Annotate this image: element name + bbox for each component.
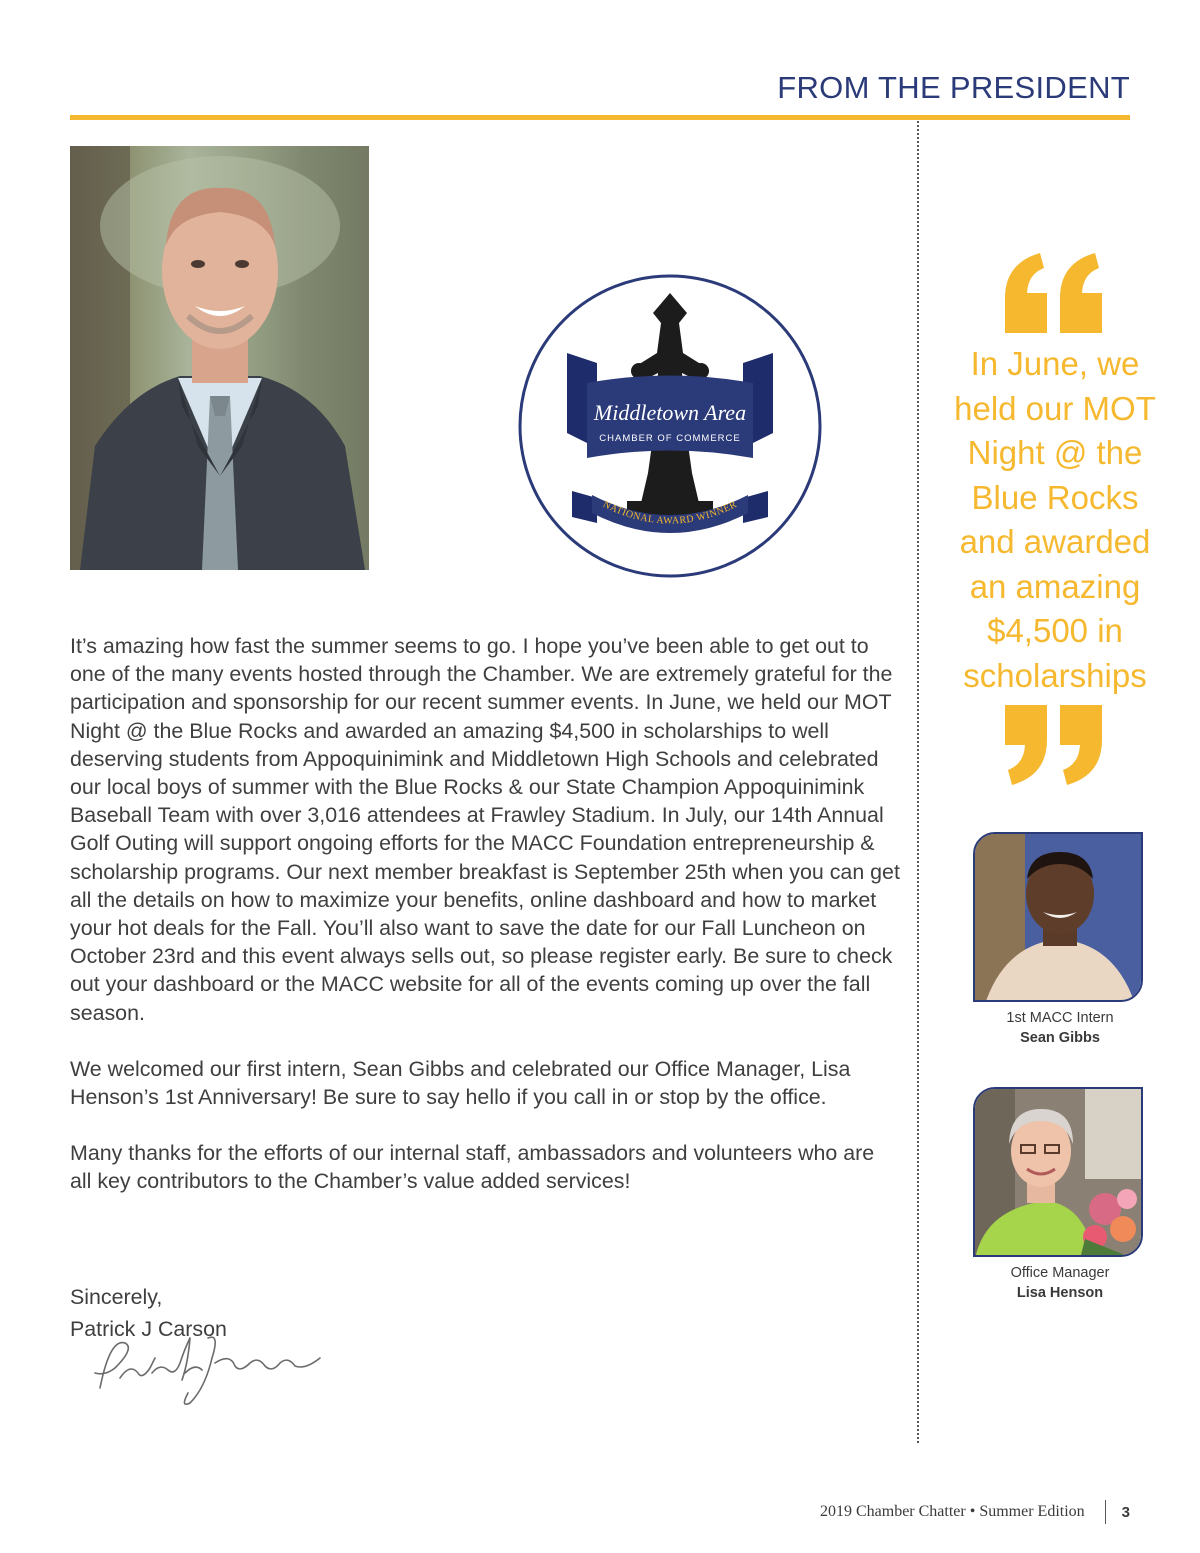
author-name: Patrick J Carson [70, 1317, 227, 1341]
page-footer [820, 1500, 1130, 1524]
letter-paragraph-3: Many thanks for the efforts of our internal staff, ambassadors and volunteers who are all key contributors to the Chamber’s value added services! [70, 1141, 875, 1194]
column-divider [917, 121, 919, 1443]
intern-name: Sean Gibbs [1020, 1030, 1100, 1046]
intern-photo [973, 832, 1143, 1002]
letter-paragraph-1: It’s amazing how fast the summer seems to go. I hope you’ve been able to get out to one of the many events hosted through the Chamber. We are extremely grateful for the participation and sponsorship for our recent summer events. In June, we held our MOT Night @ the Blue Rocks and awarded an amazing $4,500 in scholarships to well deserving students from Appoquinimink and Middletown High Schools and celebrated our local boys of summer with the Blue Rocks & our State Champion Appoquinimink Baseball Team with over 3,016 attendees at Frawley Stadium. In July, our 14th Annual Golf Outing will support ongoing efforts for the MACC Foundation entrepreneurship & scholarship programs. Our next member breakfast is September 25th when you can get all the details on how to maximize your benefits, online dashboard and how to market your hot deals for the Fall. You’ll also want to save the date for our Fall Luncheon on October 23rd and this event always sells out, so please register early. Be sure to check out your dashboard or the MACC website for all of the events coming up over the fall season. [70, 634, 900, 1025]
chamber-logo [517, 273, 823, 579]
office-manager-name: Lisa Henson [1016, 1285, 1104, 1301]
logo-line1: Middletown Area [593, 400, 747, 425]
handwritten-signature [80, 1318, 330, 1413]
page-number: 3 [1121, 1503, 1130, 1521]
president-portrait [70, 146, 369, 570]
footer-separator [1105, 1500, 1106, 1524]
intern-role: 1st MACC Intern [1006, 1010, 1114, 1026]
letter-paragraph-2: We welcomed our first intern, Sean Gibbs and celebrated our Office Manager, Lisa Henson’s 1st Anniversary! Be sure to say hello if you call in or stop by the office. [70, 1056, 851, 1110]
gold-divider-rule [70, 115, 1130, 120]
intern-caption [975, 1008, 1145, 1048]
open-quote-icon [1000, 248, 1110, 338]
pull-quote: In June, we held our MOT Night @ the Blue Rocks and awarded an amazing $4,500 in scholarships [954, 345, 1156, 694]
office-manager-caption [975, 1263, 1145, 1303]
office-manager-photo [973, 1087, 1143, 1257]
closing: Sincerely, [70, 1285, 163, 1309]
section-title: FROM THE PRESIDENT [777, 70, 1130, 105]
office-manager-role: Office Manager [1010, 1265, 1110, 1281]
letter-body [70, 632, 900, 1224]
logo-line2: CHAMBER OF COMMERCE [599, 433, 741, 444]
close-quote-icon [1000, 700, 1110, 790]
publication-name: 2019 Chamber Chatter • Summer Edition [819, 1503, 1085, 1520]
logo-ribbon-text: NATIONAL AWARD WINNER [601, 499, 739, 527]
